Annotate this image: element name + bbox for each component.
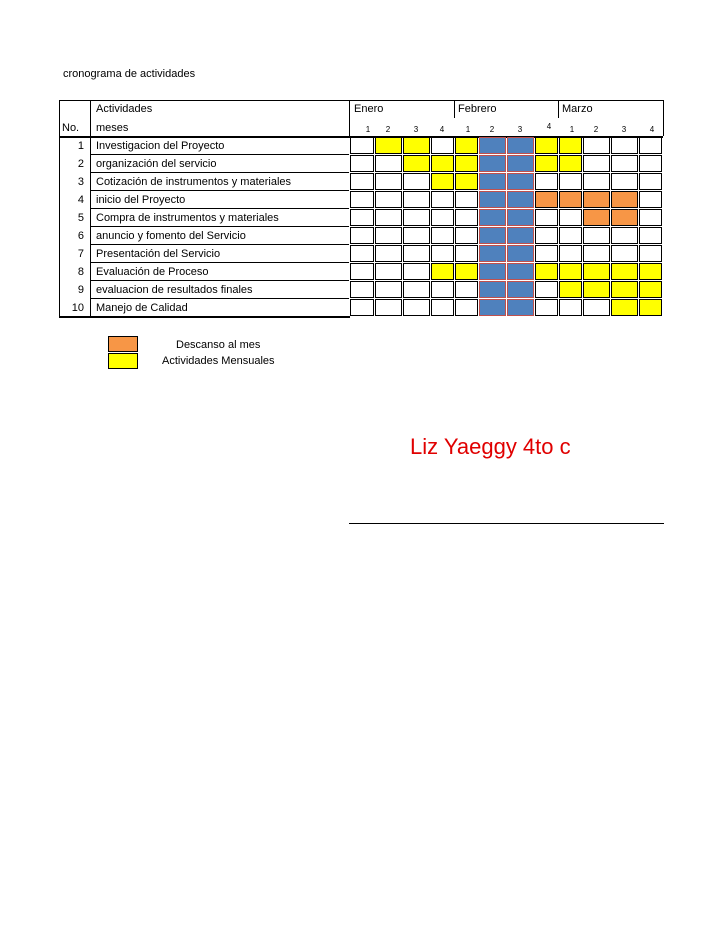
- schedule-cell: [507, 137, 534, 154]
- schedule-cell: [559, 155, 582, 172]
- month-marzo: Marzo: [562, 103, 593, 115]
- schedule-cell: [583, 245, 610, 262]
- schedule-cell: [375, 227, 402, 244]
- week-label: 3: [517, 125, 523, 134]
- schedule-cell: [431, 245, 454, 262]
- schedule-cell: [479, 299, 506, 316]
- schedule-cell: [535, 209, 558, 226]
- schedule-cell: [431, 173, 454, 190]
- schedule-cell: [350, 137, 374, 154]
- schedule-cell: [479, 173, 506, 190]
- schedule-cell: [583, 173, 610, 190]
- table-left-border: [59, 100, 60, 318]
- row-number: 8: [77, 266, 84, 278]
- schedule-cell: [350, 281, 374, 298]
- schedule-cell: [611, 191, 638, 208]
- schedule-cell: [583, 191, 610, 208]
- schedule-cell: [611, 245, 638, 262]
- schedule-cell: [507, 227, 534, 244]
- schedule-cell: [455, 209, 478, 226]
- schedule-cell: [583, 155, 610, 172]
- row-activity: Manejo de Calidad: [96, 302, 188, 314]
- schedule-cell: [507, 209, 534, 226]
- schedule-cell: [350, 245, 374, 262]
- schedule-cell: [583, 263, 610, 280]
- row-divider: [90, 280, 349, 281]
- row-number: 3: [77, 176, 84, 188]
- schedule-cell: [611, 299, 638, 316]
- schedule-cell: [639, 191, 662, 208]
- schedule-cell: [431, 263, 454, 280]
- months-header: meses: [96, 122, 129, 134]
- schedule-cell: [611, 281, 638, 298]
- schedule-cell: [350, 173, 374, 190]
- schedule-cell: [611, 209, 638, 226]
- schedule-cell: [611, 155, 638, 172]
- legend-label-descanso: Descanso al mes: [176, 339, 261, 351]
- row-number: 4: [77, 194, 84, 206]
- schedule-cell: [350, 155, 374, 172]
- schedule-cell: [479, 281, 506, 298]
- week-label: 4: [546, 122, 552, 131]
- schedule-cell: [455, 191, 478, 208]
- activities-header: Actividades: [96, 103, 153, 115]
- schedule-cell: [455, 299, 478, 316]
- schedule-cell: [639, 173, 662, 190]
- schedule-cell: [431, 155, 454, 172]
- schedule-cell: [559, 137, 582, 154]
- schedule-cell: [375, 191, 402, 208]
- schedule-cell: [639, 137, 662, 154]
- schedule-cell: [535, 191, 558, 208]
- table-right-border: [663, 100, 664, 136]
- week-label: 4: [649, 125, 655, 134]
- schedule-cell: [375, 173, 402, 190]
- schedule-cell: [507, 263, 534, 280]
- schedule-cell: [403, 227, 430, 244]
- schedule-cell: [479, 155, 506, 172]
- schedule-cell: [455, 155, 478, 172]
- row-number: 10: [71, 302, 84, 314]
- row-divider: [90, 226, 349, 227]
- schedule-cell: [403, 281, 430, 298]
- row-divider: [90, 298, 349, 299]
- schedule-cell: [350, 227, 374, 244]
- schedule-cell: [559, 299, 582, 316]
- schedule-cell: [611, 173, 638, 190]
- schedule-cell: [611, 263, 638, 280]
- schedule-cell: [455, 227, 478, 244]
- schedule-cell: [535, 299, 558, 316]
- schedule-cell: [535, 173, 558, 190]
- row-activity: anuncio y fomento del Servicio: [96, 230, 246, 242]
- schedule-cell: [350, 209, 374, 226]
- month-divider-2: [558, 100, 559, 118]
- legend-label-actividades: Actividades Mensuales: [162, 355, 275, 367]
- schedule-cell: [431, 299, 454, 316]
- schedule-cell: [403, 245, 430, 262]
- row-number: 6: [77, 230, 84, 242]
- schedule-cell: [455, 281, 478, 298]
- schedule-cell: [639, 263, 662, 280]
- schedule-cell: [559, 209, 582, 226]
- schedule-cell: [559, 263, 582, 280]
- schedule-cell: [639, 209, 662, 226]
- schedule-cell: [431, 281, 454, 298]
- row-activity: Compra de instrumentos y materiales: [96, 212, 279, 224]
- page-title: cronograma de actividades: [63, 68, 196, 80]
- schedule-cell: [583, 281, 610, 298]
- schedule-cell: [639, 155, 662, 172]
- schedule-cell: [375, 263, 402, 280]
- schedule-cell: [479, 137, 506, 154]
- schedule-cell: [403, 263, 430, 280]
- schedule-cell: [375, 245, 402, 262]
- schedule-cell: [479, 209, 506, 226]
- schedule-cell: [535, 155, 558, 172]
- schedule-cell: [583, 137, 610, 154]
- row-activity: organización del servicio: [96, 158, 217, 170]
- row-activity: Evaluación de Proceso: [96, 266, 209, 278]
- row-number: 5: [77, 212, 84, 224]
- num-col-border: [90, 100, 91, 318]
- schedule-cell: [375, 155, 402, 172]
- schedule-cell: [479, 191, 506, 208]
- row-number: 2: [77, 158, 84, 170]
- month-enero: Enero: [354, 103, 384, 115]
- row-activity: Investigacion del Proyecto: [96, 140, 225, 152]
- week-label: 4: [439, 125, 445, 134]
- schedule-cell: [639, 245, 662, 262]
- schedule-cell: [507, 299, 534, 316]
- row-divider: [90, 190, 349, 191]
- schedule-cell: [403, 173, 430, 190]
- week-label: 2: [489, 125, 495, 134]
- author-name: Liz Yaeggy 4to c: [410, 434, 571, 459]
- schedule-cell: [479, 263, 506, 280]
- row-number: 9: [77, 284, 84, 296]
- legend-swatch-actividades: [108, 353, 138, 369]
- schedule-cell: [559, 281, 582, 298]
- row-divider: [90, 244, 349, 245]
- row-divider: [90, 154, 349, 155]
- row-activity: inicio del Proyecto: [96, 194, 186, 206]
- schedule-cell: [535, 137, 558, 154]
- schedule-cell: [403, 209, 430, 226]
- schedule-cell: [583, 299, 610, 316]
- schedule-cell: [431, 137, 454, 154]
- schedule-cell: [535, 281, 558, 298]
- schedule-cell: [611, 137, 638, 154]
- schedule-cell: [375, 209, 402, 226]
- schedule-cell: [350, 263, 374, 280]
- schedule-cell: [639, 299, 662, 316]
- week-label: 1: [365, 125, 371, 134]
- schedule-cell: [479, 245, 506, 262]
- schedule-cell: [455, 137, 478, 154]
- signature-line: [349, 523, 664, 524]
- schedule-cell: [535, 227, 558, 244]
- week-label: 3: [413, 125, 419, 134]
- schedule-cell: [403, 155, 430, 172]
- schedule-cell: [559, 191, 582, 208]
- schedule-cell: [375, 137, 402, 154]
- schedule-cell: [350, 299, 374, 316]
- row-activity: evaluacion de resultados finales: [96, 284, 253, 296]
- schedule-cell: [403, 299, 430, 316]
- schedule-cell: [507, 191, 534, 208]
- month-divider-1: [454, 100, 455, 118]
- schedule-cell: [583, 209, 610, 226]
- schedule-cell: [431, 227, 454, 244]
- schedule-cell: [403, 191, 430, 208]
- schedule-cell: [611, 227, 638, 244]
- schedule-cell: [507, 155, 534, 172]
- table-top-border: [59, 100, 663, 101]
- row-number: 7: [77, 248, 84, 260]
- schedule-cell: [535, 263, 558, 280]
- schedule-cell: [375, 299, 402, 316]
- schedule-cell: [455, 245, 478, 262]
- schedule-cell: [403, 137, 430, 154]
- month-febrero: Febrero: [458, 103, 497, 115]
- schedule-cell: [507, 281, 534, 298]
- schedule-cell: [455, 263, 478, 280]
- schedule-cell: [431, 191, 454, 208]
- legend-swatch-descanso: [108, 336, 138, 352]
- schedule-cell: [639, 227, 662, 244]
- week-label: 2: [385, 125, 391, 134]
- week-label: 2: [593, 125, 599, 134]
- schedule-cell: [479, 227, 506, 244]
- row-divider: [90, 172, 349, 173]
- schedule-cell: [431, 209, 454, 226]
- schedule-cell: [583, 227, 610, 244]
- row-divider: [90, 262, 349, 263]
- schedule-cell: [507, 173, 534, 190]
- row-number: 1: [77, 140, 84, 152]
- schedule-cell: [375, 281, 402, 298]
- schedule-cell: [639, 281, 662, 298]
- row-divider: [90, 208, 349, 209]
- no-header: No.: [62, 122, 80, 134]
- schedule-cell: [535, 245, 558, 262]
- schedule-cell: [559, 245, 582, 262]
- schedule-cell: [559, 173, 582, 190]
- row-activity: Cotización de instrumentos y materiales: [96, 176, 292, 188]
- week-label: 1: [465, 125, 471, 134]
- activity-col-border: [349, 100, 350, 136]
- row-activity: Presentación del Servicio: [96, 248, 221, 260]
- schedule-cell: [559, 227, 582, 244]
- schedule-cell: [507, 245, 534, 262]
- schedule-cell: [350, 191, 374, 208]
- week-label: 1: [569, 125, 575, 134]
- week-label: 3: [621, 125, 627, 134]
- schedule-cell: [455, 173, 478, 190]
